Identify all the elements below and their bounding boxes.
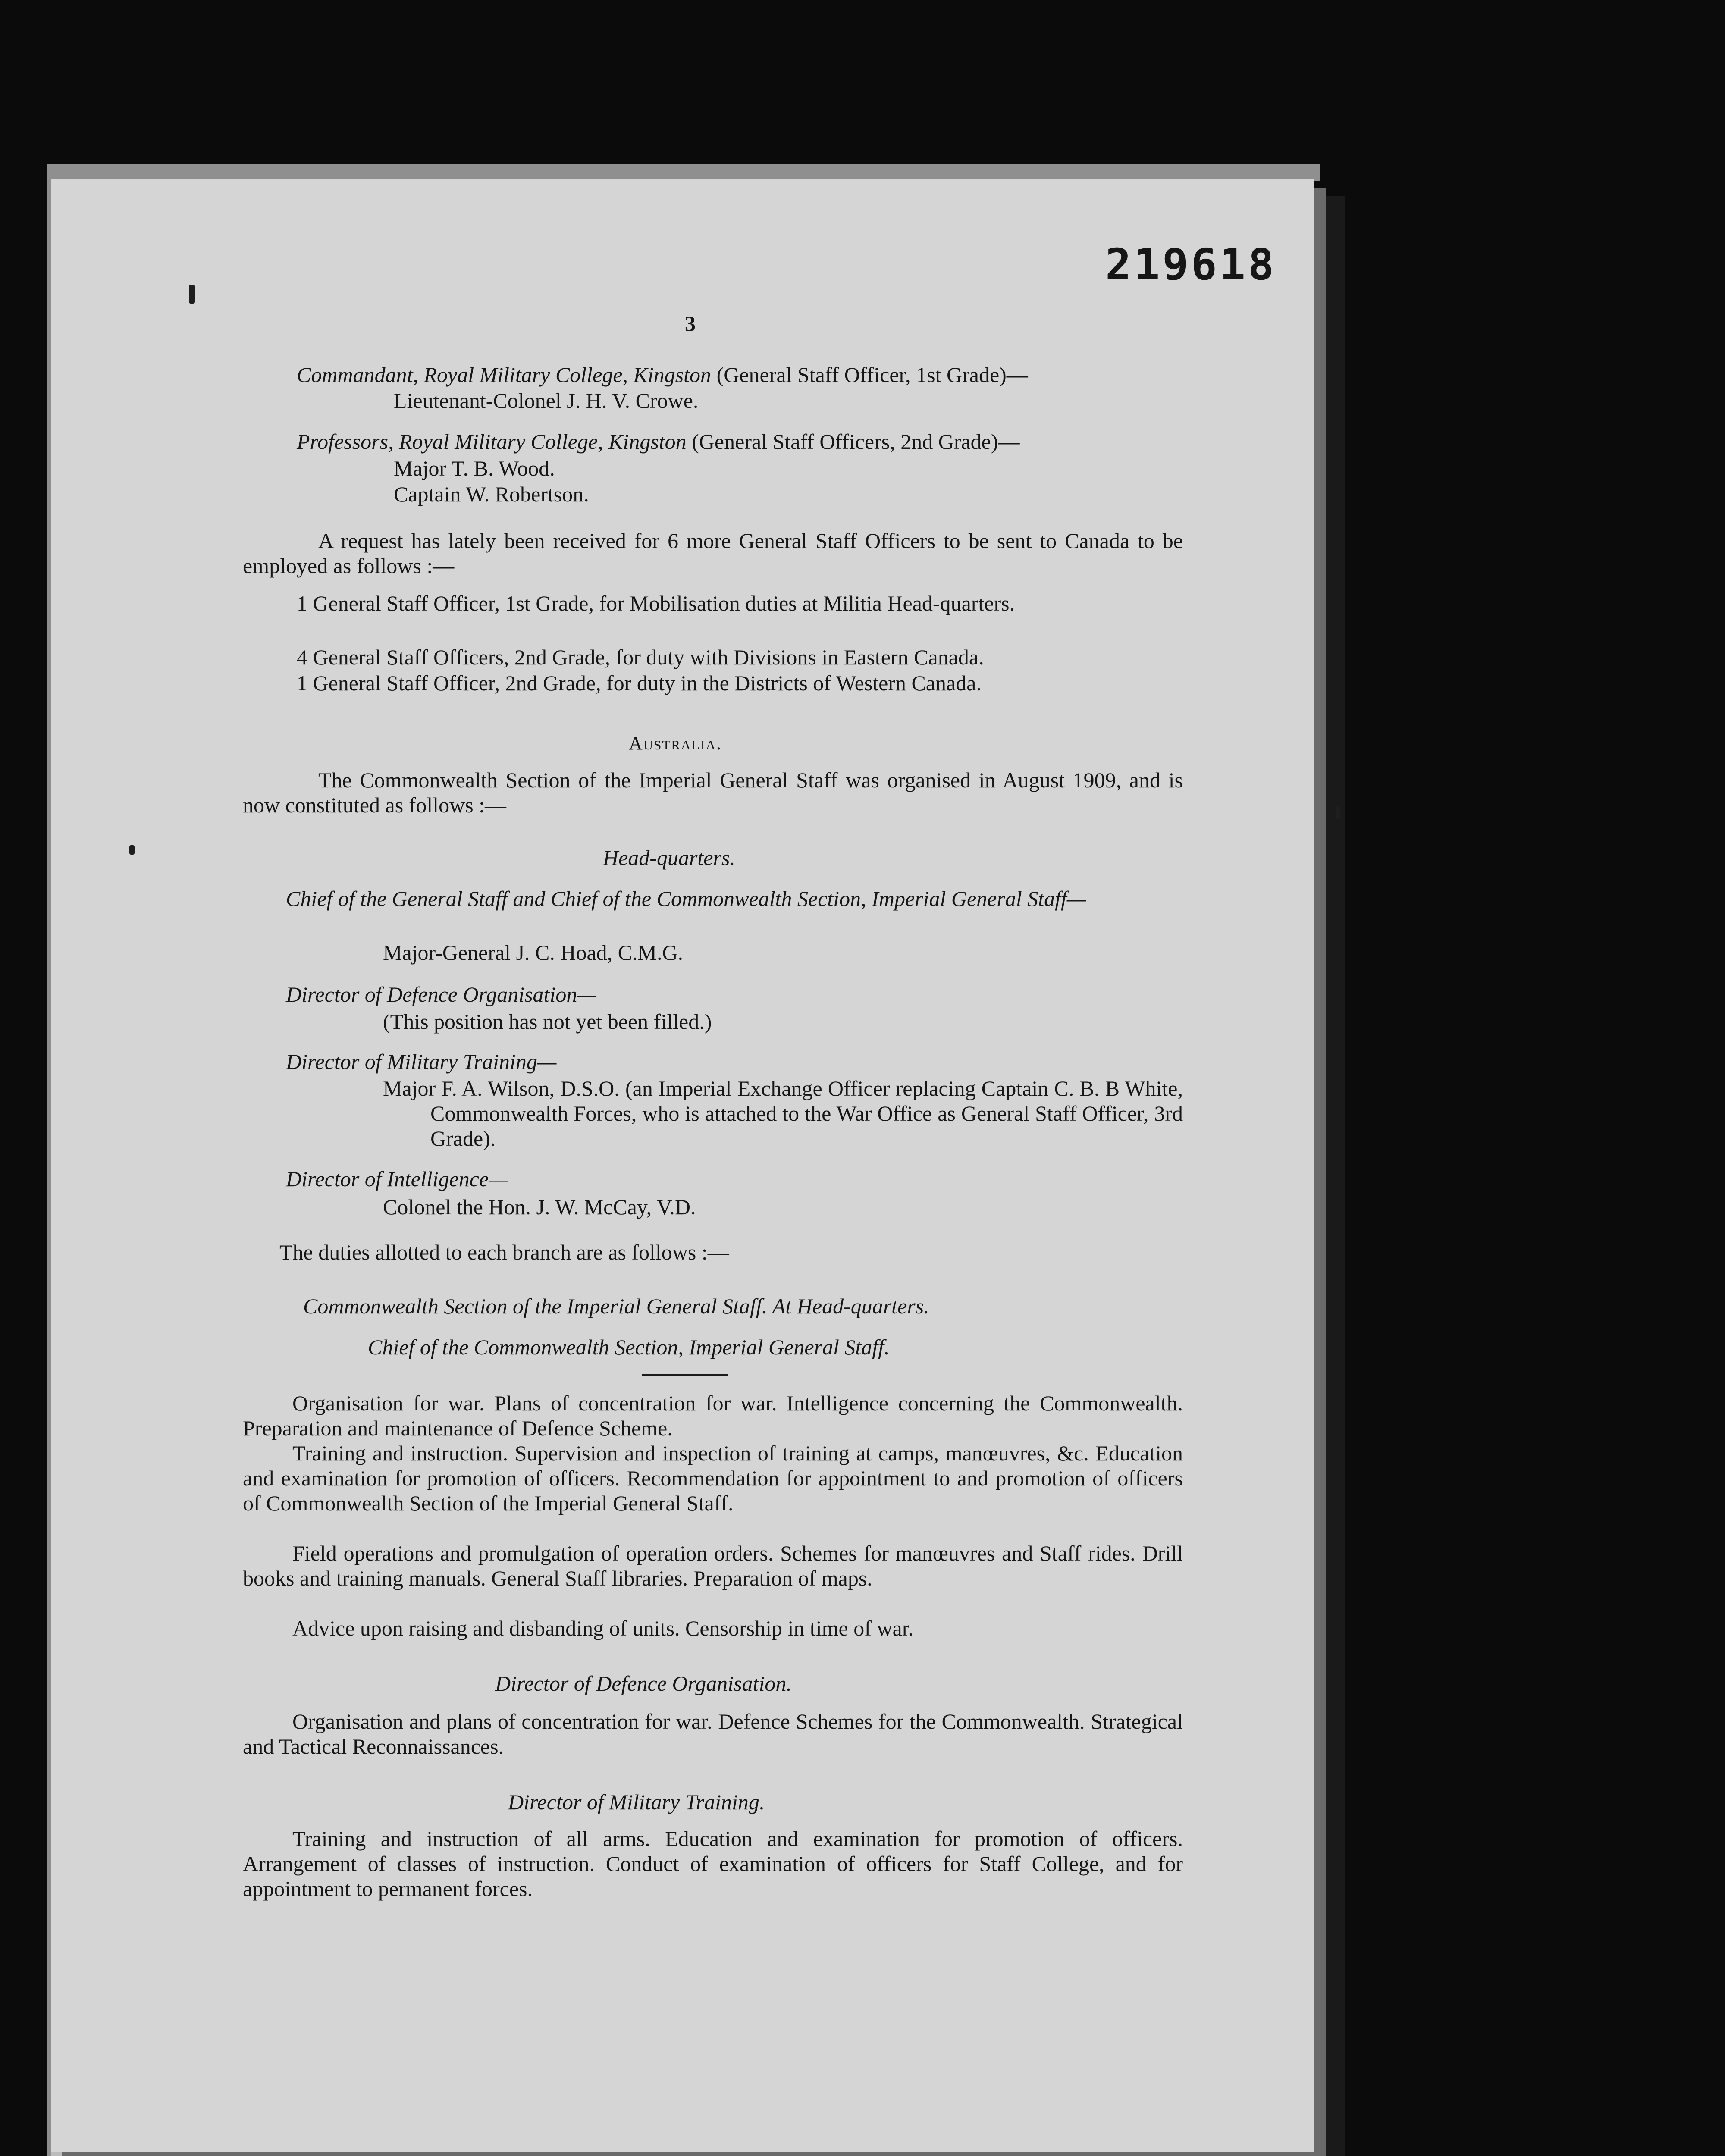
training-duties: Training and instruction of all arms. Education and examination for promotion of officers. Arrangement of classes of instruction. Conduct of examination of officers for Staff College, and for appointment to permanent forces.: [243, 1827, 1183, 1901]
professors-title: Professors, Royal Military College, Kingston: [297, 429, 687, 454]
document-number: 219618: [1105, 239, 1277, 290]
professors-grade: (General Staff Officers, 2nd Grade)—: [686, 429, 1020, 454]
request-item-1: 1 General Staff Officer, 1st Grade, for Mobilisation duties at Militia Head-quarters.: [297, 591, 1015, 615]
request-item-3: 1 General Staff Officer, 2nd Grade, for duty in the Districts of Western Canada.: [297, 671, 982, 695]
section-heading: Commonwealth Section of the Imperial General Staff. At Head-quarters.: [303, 1294, 929, 1318]
training-heading: Director of Military Training.: [508, 1790, 765, 1814]
left-film-mark: [129, 845, 135, 855]
professor-2: Captain W. Robertson.: [394, 482, 589, 506]
chief-duty-3: Field operations and promulgation of operation orders. Schemes for manœuvres and Staff rides. Drill books and training manuals. General Staff libraries. Preparation of maps.: [243, 1541, 1183, 1590]
chief-name: Major-General J. C. Hoad, C.M.G.: [383, 940, 684, 965]
margin-mark: [189, 285, 195, 304]
commandant-grade: (General Staff Officer, 1st Grade)—: [711, 363, 1028, 387]
request-item-2: 4 General Staff Officers, 2nd Grade, for duty with Divisions in Eastern Canada.: [297, 645, 984, 669]
australia-heading: Australia.: [629, 733, 722, 754]
defence-org-note: (This position has not yet been filled.): [383, 1009, 712, 1034]
page-number: 3: [685, 311, 696, 335]
chief-duty-4: Advice upon raising and disbanding of units. Censorship in time of war.: [292, 1616, 914, 1640]
section-rule: [642, 1374, 728, 1376]
defence-org-duties: Organisation and plans of concentration for war. Defence Schemes for the Commonwealth. Strategical and Tactical Reconnaissances.: [243, 1709, 1183, 1758]
australia-intro: The Commonwealth Section of the Imperial General Staff was organised in August 1909, and is now constituted as follows :—: [243, 768, 1183, 817]
chief-duty-2: Training and instruction. Supervision and inspection of training at camps, manœuvres, &c. Education and examination for promotion of officers. Recommendation for appointment to and promotion of officers of Commonwealth Section of the Imperial General Staff.: [243, 1441, 1183, 1515]
hq-heading: Head-quarters.: [603, 846, 735, 870]
commandant-title: Commandant, Royal Military College, Kingston: [297, 363, 712, 387]
chief-title: Chief of the General Staff and Chief of the Commonwealth Section, Imperial General Staff—: [286, 887, 1086, 911]
duties-intro: The duties allotted to each branch are as follows :—: [279, 1240, 729, 1264]
professor-1: Major T. B. Wood.: [394, 456, 555, 480]
intelligence-name: Colonel the Hon. J. W. McCay, V.D.: [383, 1195, 696, 1219]
chief-duty-1: Organisation for war. Plans of concentration for war. Intelligence concerning the Commonwealth. Preparation and maintenance of Defence Scheme.: [243, 1391, 1183, 1440]
professors-line: [297, 429, 1020, 454]
commandant-line: [297, 362, 1028, 387]
film-edge-top: [47, 164, 1320, 181]
document-page: [51, 179, 1314, 2152]
right-film-mark: [1336, 806, 1340, 819]
defence-org-heading: Director of Defence Organisation.: [495, 1671, 792, 1695]
commandant-name: Lieutenant-Colonel J. H. V. Crowe.: [394, 389, 699, 413]
request-intro: A request has lately been received for 6 more General Staff Officers to be sent to Canada to be employed as follows :—: [243, 529, 1183, 578]
training-title: Director of Military Training—: [286, 1050, 557, 1074]
defence-org-title: Director of Defence Organisation—: [286, 982, 596, 1006]
chief-heading: Chief of the Commonwealth Section, Imperial General Staff.: [368, 1335, 890, 1359]
intelligence-title: Director of Intelligence—: [286, 1167, 508, 1191]
training-note: Major F. A. Wilson, D.S.O. (an Imperial Exchange Officer replacing Captain C. B. B White, Commonwealth Forces, who is attached to the War Office as General Staff Officer, 3rd Grade).: [383, 1076, 1183, 1150]
